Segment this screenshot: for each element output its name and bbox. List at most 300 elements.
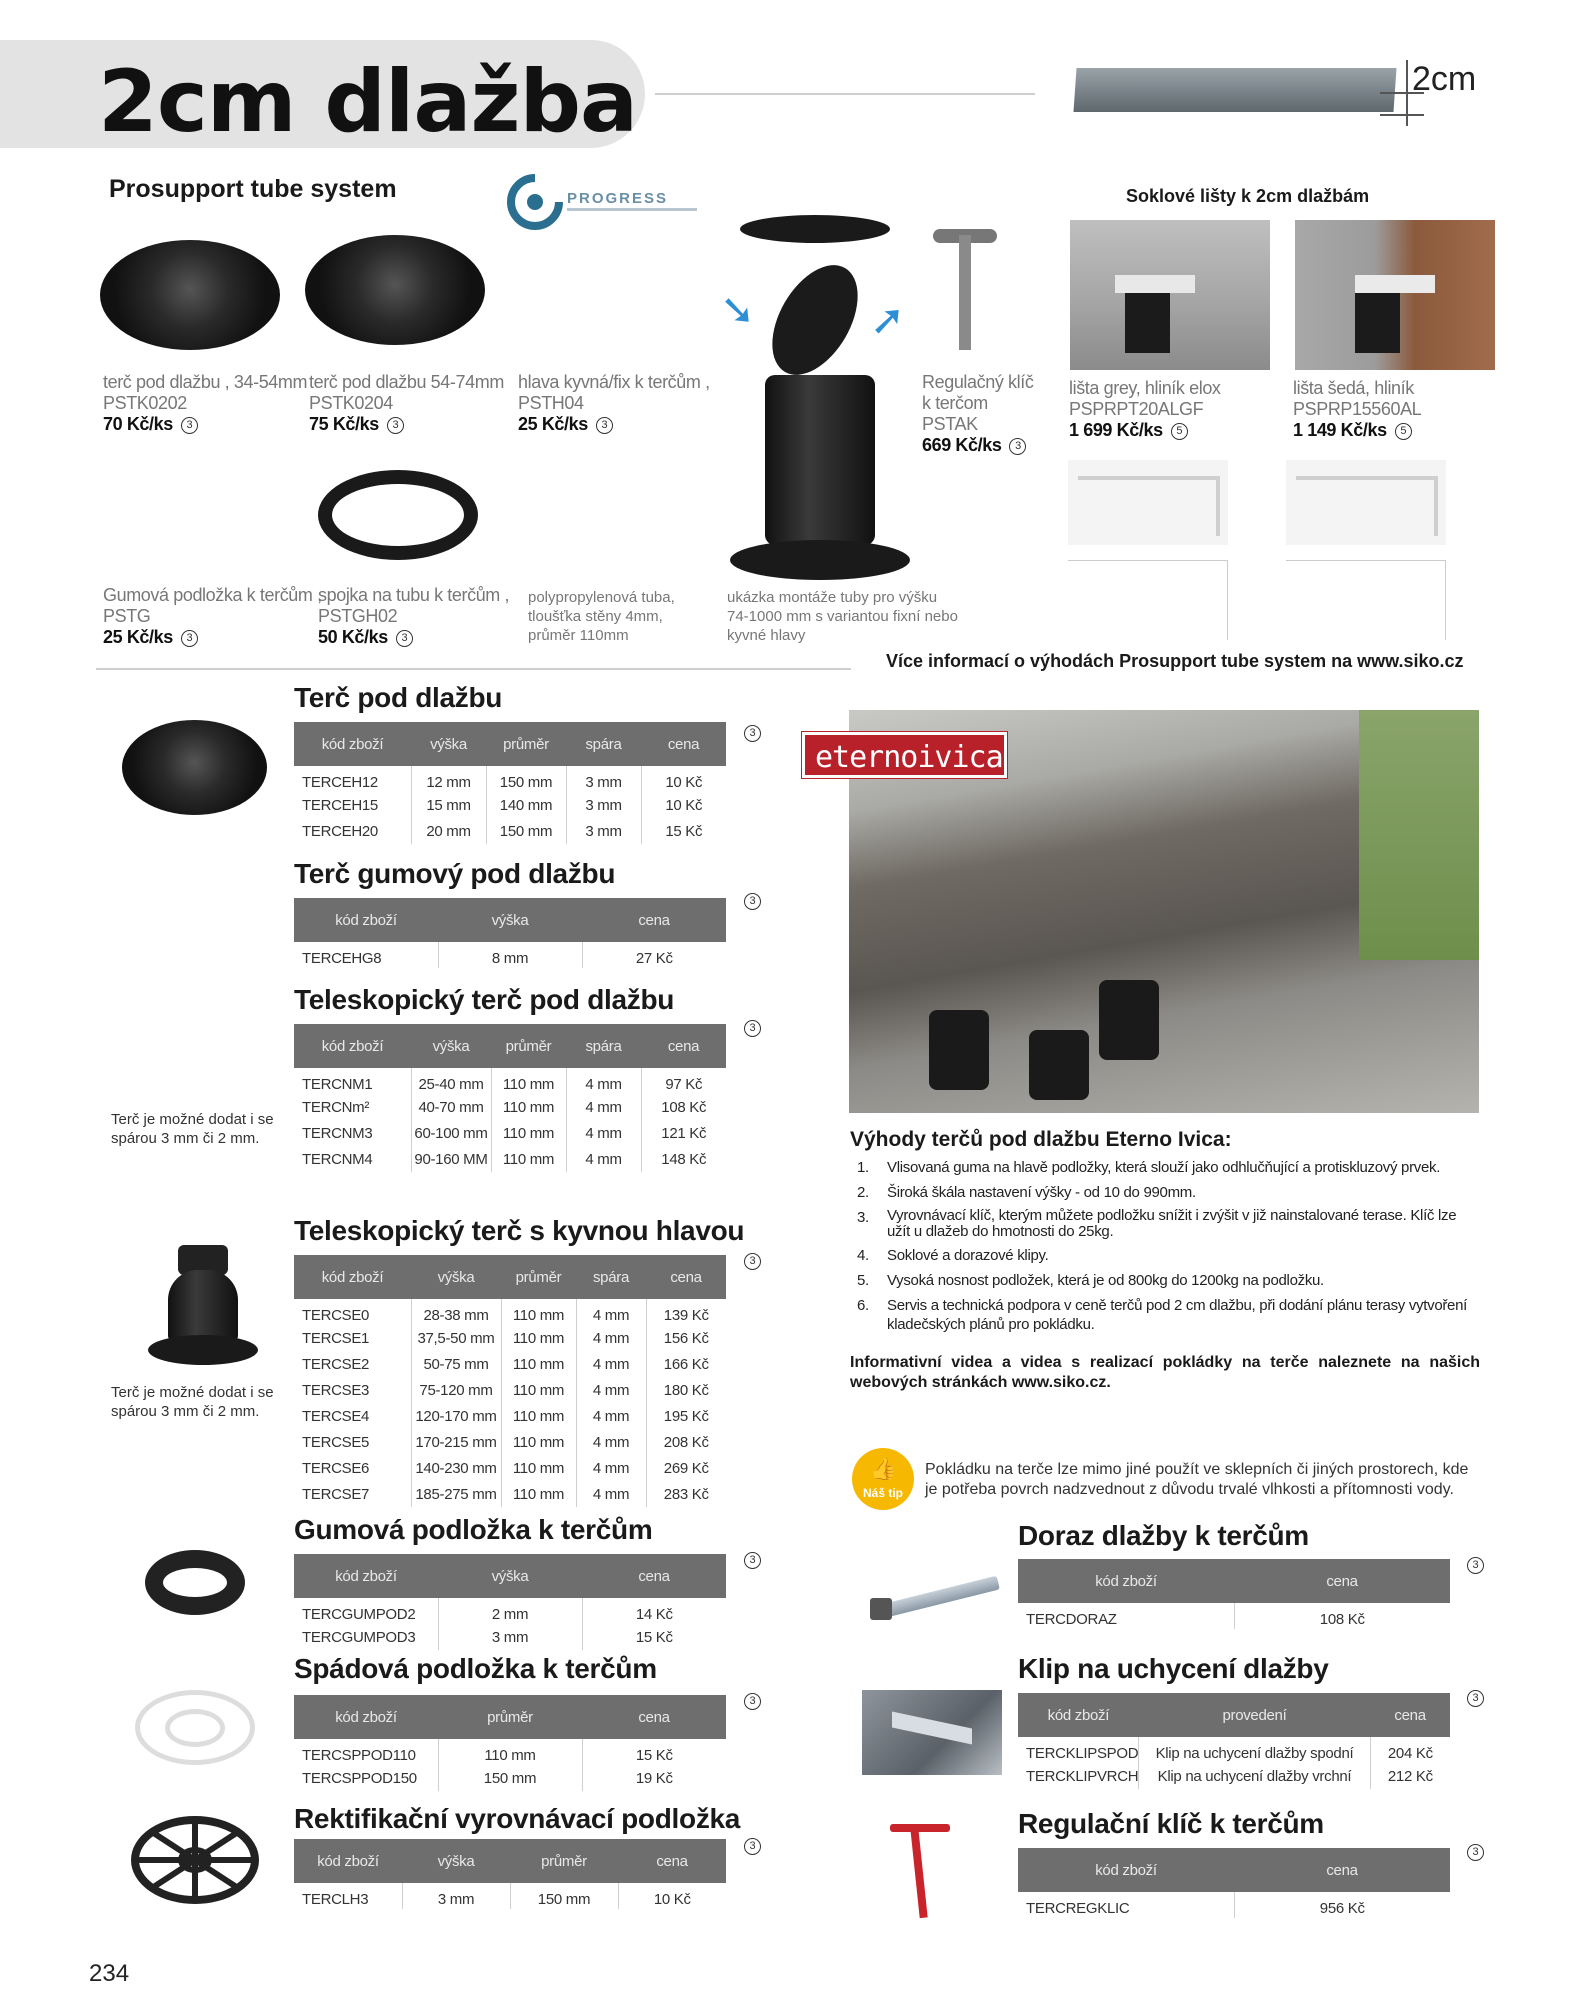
table-row [294,1624,726,1650]
col-header: cena [641,1024,726,1068]
cell: 140-230 mm [411,1455,501,1481]
cell: TERCREGKLIC [1018,1892,1234,1918]
cell: 108 Kč [661,1098,707,1116]
product-price: 25 Kč/ks [103,627,173,647]
product-image-tercregklic [885,1820,965,1920]
cell: 3 mm [566,792,641,818]
cell: 110 mm [491,1120,566,1146]
cell: TERCKLIPVRCH [1018,1763,1139,1789]
table-gum [294,898,726,968]
section-title-klip: Klip na uchycení dlažby [1018,1653,1329,1684]
cell: 14 Kč [635,1605,673,1623]
col-header: cena [582,898,726,942]
col-header: provedení [1139,1693,1370,1737]
col-header: průměr [510,1839,618,1883]
col-header: kód zboží [1018,1693,1139,1737]
cell: 156 Kč [663,1329,709,1347]
benefit-text: Vyrovnávací klíč, kterým můžete podložku snížit i zvýšit v již nainstalované terase. Klíč lze užít u dlažeb do hmotnosti do 25kg. [887,1207,1457,1240]
tip-label: Náš tip [862,1486,903,1500]
col-header: cena [582,1695,726,1739]
cell: 25-40 mm [411,1068,491,1094]
cell: 110 mm [501,1325,576,1351]
cell: 120-170 mm [411,1403,501,1429]
cell: 19 Kč [635,1769,673,1787]
product-image-pstk0204 [305,235,485,345]
col-header: cena [646,1255,726,1299]
table-klip [1018,1693,1450,1789]
product-psprpt20algf [1069,378,1221,441]
product-code: PSTH04 [518,393,584,413]
cell: 208 Kč [663,1433,709,1451]
prosupport-title: Prosupport tube system [109,175,397,203]
thumbs-up-icon: 👍 [870,1456,898,1481]
cell: 110 mm [501,1429,576,1455]
table-gpod [294,1554,726,1650]
cell: 4 mm [566,1146,641,1172]
col-header: cena [1234,1559,1450,1603]
cell: 150 mm [486,766,566,792]
note-line: spárou 3 mm či 2 mm. [111,1403,260,1420]
cell: 4 mm [576,1377,646,1403]
cell: 150 mm [510,1883,618,1909]
assembly-desc-line: kyvné hlavy [727,627,806,644]
col-header: průměr [501,1255,576,1299]
cell: 2 mm [438,1598,582,1624]
cell: TERCSE4 [294,1403,411,1429]
col-header: kód zboží [294,1255,411,1299]
cell: 10 Kč [665,796,703,814]
assembly-head [740,215,890,243]
photo-grass [1359,710,1479,960]
cell: 15 Kč [665,822,703,840]
cell: 3 mm [566,818,641,844]
cell: 166 Kč [663,1355,709,1373]
product-price: 1 149 Kč/ks [1293,420,1387,440]
note-line: Terč je možné dodat i se [111,1384,274,1401]
product-code: PSPRPT20ALGF [1069,399,1204,419]
col-header: průměr [438,1695,582,1739]
assembly-desc-line: ukázka montáže tuby pro výšku [727,589,938,606]
page-number: 234 [89,1960,130,1987]
table-row [294,1120,726,1146]
profile-drawing-2 [1286,460,1446,545]
product-code: PSTG [103,606,151,626]
col-header: spára [566,722,641,766]
photo-pedestal [1029,1030,1089,1100]
cell: TERCSPPOD150 [294,1765,438,1791]
assembly-tube [765,375,875,545]
benefit-item: 6. Servis a technická podpora v ceně terčů pod 2 cm dlažbu, při dodání plánu terasy vytvoření kladečských plánů pro pokládku. [857,1296,1482,1334]
cell: 3 mm [566,766,641,792]
rektifikacni-wheel-icon [130,1815,260,1905]
cell: 75-120 mm [411,1377,501,1403]
table-row [294,1883,726,1909]
cell: 4 mm [576,1325,646,1351]
availability-badge: 3 [744,1693,761,1710]
progress-logo-icon [505,172,575,232]
col-header: kód zboží [294,1839,402,1883]
col-header: kód zboží [294,1554,438,1598]
tele-note [111,1110,274,1148]
section-title-regkey: Regulační klíč k terčům [1018,1808,1324,1839]
col-header: spára [566,1024,641,1068]
product-pstak [922,372,1033,456]
sokl-profile [1355,275,1435,293]
cell: 110 mm [491,1146,566,1172]
sokl-image-grey [1070,220,1270,370]
cell: 956 Kč [1319,1899,1365,1917]
inner-ring [165,1709,225,1747]
col-header: cena [1370,1693,1450,1737]
col-header: cena [1234,1848,1450,1892]
benefits-list [857,1158,1482,1340]
benefit-text: Široká škála nastavení výšky - od 10 do 990mm. [887,1184,1196,1201]
cell: 4 mm [576,1455,646,1481]
cell: TERCNm² [294,1094,411,1120]
section-title-gum: Terč gumový pod dlažbu [294,858,616,889]
table-rekt [294,1839,726,1909]
cell: 140 mm [486,792,566,818]
section-title-terc: Terč pod dlažbu [294,682,503,713]
product-price: 50 Kč/ks [318,627,388,647]
cell: TERCEH15 [294,792,411,818]
table-regkey [1018,1848,1450,1918]
col-header: výška [411,722,486,766]
assembly-base [730,540,910,580]
table-row [294,1299,726,1325]
cell: 4 mm [576,1299,646,1325]
availability-badge: 3 [596,417,613,434]
cell: 4 mm [576,1351,646,1377]
table-kyv [294,1255,726,1507]
product-price: 75 Kč/ks [309,414,379,434]
cell: 4 mm [566,1068,641,1094]
sokl-pedestal [1355,293,1400,353]
benefit-item: 2. Široká škála nastavení výšky - od 10 do 990mm. [857,1184,1196,1201]
col-header: kód zboží [294,1024,411,1068]
doraz-head [870,1598,892,1620]
cell: 150 mm [486,818,566,844]
table-row [294,1068,726,1094]
table-spad [294,1695,726,1791]
cell: TERCSE3 [294,1377,411,1403]
table-row [294,1739,726,1765]
product-name-line2: k terčom [922,393,988,413]
tube-desc-line: průměr 110mm [528,627,629,644]
section-title-kyv: Teleskopický terč s kyvnou hlavou [294,1215,745,1246]
cell: 110 mm [501,1351,576,1377]
eterno-logo [802,732,1007,778]
product-psth04 [518,372,710,435]
availability-badge: 3 [1467,1690,1484,1707]
cell: 4 mm [576,1403,646,1429]
product-code: PSTAK [922,414,978,434]
cell: TERCNM4 [294,1146,411,1172]
table-row [294,1765,726,1791]
cell: 110 mm [491,1068,566,1094]
availability-badge: 3 [744,725,761,742]
cell: TERCSE5 [294,1429,411,1455]
product-pstk0202 [103,372,307,435]
availability-badge: 3 [744,1253,761,1270]
table-row [294,1377,726,1403]
cell: 204 Kč [1387,1744,1433,1762]
cell: 10 Kč [665,773,703,791]
benefit-item: 4. Soklové a dorazové klipy. [857,1247,1049,1264]
cell: 50-75 mm [411,1351,501,1377]
klip-metal [892,1711,972,1744]
product-image-tercgumpod [145,1550,245,1615]
cell: 148 Kč [661,1150,707,1168]
availability-badge: 3 [181,630,198,647]
section-title-doraz: Doraz dlažby k terčům [1018,1520,1309,1551]
assembly-description [727,588,958,645]
col-header: kód zboží [1018,1559,1234,1603]
cell: TERCEHG8 [294,942,438,968]
dimension-tick-bottom [1380,114,1424,116]
availability-badge: 3 [744,893,761,910]
col-header: kód zboží [294,1695,438,1739]
product-price: 669 Kč/ks [922,435,1002,455]
availability-badge: 5 [1171,423,1188,440]
product-image-tercklip [862,1690,1002,1775]
cell: 28-38 mm [411,1299,501,1325]
cell: TERCNM1 [294,1068,411,1094]
product-name: lišta šedá, hliník [1293,378,1414,398]
table-row [294,1598,726,1624]
product-pstk0204 [309,372,504,435]
profile-line [1296,476,1436,480]
cell: 269 Kč [663,1459,709,1477]
benefit-text: Servis a technická podpora v ceně terčů pod 2 cm dlažbu, při dodání plánu terasy vytvoření kladečských plánů pro pokládku. [887,1297,1468,1333]
thickness-label: 2cm [1412,60,1477,98]
doraz-bar [880,1576,1000,1619]
cell: 185-275 mm [411,1481,501,1507]
product-name: terč pod dlažbu , 34-54mm [103,372,308,392]
cell: 212 Kč [1387,1767,1433,1785]
availability-badge: 3 [744,1838,761,1855]
cell: 110 mm [501,1481,576,1507]
col-header: cena [582,1554,726,1598]
cell: TERCNM3 [294,1120,411,1146]
cell: 110 mm [501,1299,576,1325]
cell: 110 mm [491,1094,566,1120]
table-terc [294,722,726,844]
availability-badge: 3 [744,1020,761,1037]
cell: 4 mm [576,1481,646,1507]
cell: TERCSE1 [294,1325,411,1351]
cell: TERCLH3 [294,1883,402,1909]
photo-pedestal [929,1010,989,1090]
cell: 8 mm [438,942,582,968]
photo-pedestal [1099,980,1159,1060]
table-row [1018,1737,1450,1763]
cell: 90-160 MM [411,1146,491,1172]
product-pstgh02 [318,585,509,648]
sokl-pedestal [1125,293,1170,353]
benefit-text: Vysoká nosnost podložek, která je od 800kg do 1200kg na podložku. [887,1272,1324,1289]
cell: 110 mm [438,1739,582,1765]
cell: 15 Kč [635,1628,673,1646]
cell: TERCSE7 [294,1481,411,1507]
cell: 110 mm [501,1455,576,1481]
cell: 180 Kč [663,1381,709,1399]
cell: 4 mm [576,1429,646,1455]
section-title-gpod: Gumová podložka k terčům [294,1514,653,1545]
section-title-rekt: Rektifikační vyrovnávací podložka [294,1803,741,1834]
product-price: 1 699 Kč/ks [1069,420,1163,440]
cell: TERCEH20 [294,818,411,844]
product-image-tercse [148,1245,258,1375]
note-line: Terč je možné dodat i se [111,1111,274,1128]
product-image-tercdoraz [870,1580,1000,1620]
regulation-key-image [925,225,1005,355]
product-image-pstgh02 [318,470,478,560]
product-code: PSTGH02 [318,606,398,626]
table-row [294,766,726,792]
page-title: 2cm dlažba [98,52,638,152]
cell: 4 mm [566,1094,641,1120]
cell: 60-100 mm [411,1120,491,1146]
col-header: průměr [491,1024,566,1068]
profile-line [1078,476,1218,480]
availability-badge: 3 [1467,1844,1484,1861]
table-row [294,818,726,844]
table-row [294,942,726,968]
cell: 108 Kč [1319,1610,1365,1628]
col-header: cena [641,722,726,766]
cell: TERCSE0 [294,1299,411,1325]
product-image-pstk0202 [100,240,280,350]
more-info-text: Více informací o výhodách Prosupport tube system na www.siko.cz [886,651,1464,671]
cell: 10 Kč [653,1890,691,1908]
col-header: výška [438,1554,582,1598]
assembly-desc-line: 74-1000 mm s variantou fixní nebo [727,608,958,625]
cell: TERCSPPOD110 [294,1739,438,1765]
cell: Klip na uchycení dlažby vrchní [1139,1763,1370,1789]
section-divider [96,668,851,670]
table-row [294,792,726,818]
table-row [294,1429,726,1455]
table-row [1018,1603,1450,1629]
availability-badge: 3 [396,630,413,647]
col-header: výška [411,1024,491,1068]
tube-desc-line: polypropylenová tuba, [528,589,675,606]
key-handle [890,1824,950,1832]
benefit-item: 5. Vysoká nosnost podložek, která je od 800kg do 1200kg na podložku. [857,1272,1324,1289]
key-shaft [910,1828,927,1918]
product-name: hlava kyvná/fix k terčům , [518,372,710,392]
assembly-ring [755,251,876,390]
cell: 195 Kč [663,1407,709,1425]
cell: 4 mm [566,1120,641,1146]
cell: TERCDORAZ [1018,1603,1234,1629]
tube-description [528,588,675,645]
table-doraz [1018,1559,1450,1629]
table-row [294,1481,726,1507]
benefits-title: Výhody terčů pod dlažbu Eterno Ivica: [850,1128,1232,1151]
tip-badge [852,1448,914,1510]
progress-logo-text: PROGRESS [567,190,669,207]
availability-badge: 3 [1009,438,1026,455]
col-header: výška [438,898,582,942]
cell: TERCGUMPOD3 [294,1624,438,1650]
key-shaft [959,235,971,350]
cell: 97 Kč [665,1075,703,1093]
cell: 170-215 mm [411,1429,501,1455]
section-title-tele: Teleskopický terč pod dlažbu [294,984,675,1015]
table-row [294,1351,726,1377]
product-pstg [103,585,322,648]
cell: TERCEH12 [294,766,411,792]
sokl-image-brown [1295,220,1495,370]
cell: 110 mm [501,1377,576,1403]
progress-logo-underline [567,208,697,211]
product-price: 70 Kč/ks [103,414,173,434]
col-header: kód zboží [294,722,411,766]
benefit-item: 3. Vyrovnávací klíč, kterým můžete podložku snížit i zvýšit v již nainstalované terase. Klíč lze užít u dlažeb do hmotnosti do 25kg. [857,1208,1482,1240]
product-code: PSTK0202 [103,393,187,413]
base [148,1335,258,1365]
table-tele [294,1024,726,1172]
cell: 3 mm [438,1624,582,1650]
table-row [294,1403,726,1429]
product-name: lišta grey, hliník elox [1069,378,1221,398]
kyv-note [111,1383,274,1421]
note-line: spárou 3 mm či 2 mm. [111,1130,260,1147]
product-code: PSPRP15560AL [1293,399,1422,419]
table-row [1018,1892,1450,1918]
col-header: výška [402,1839,510,1883]
product-name: Regulačný klíč [922,372,1034,392]
col-header: cena [618,1839,726,1883]
profile-line [1434,476,1438,536]
availability-badge: 5 [1395,423,1412,440]
profile-drawing-1 [1068,460,1228,545]
col-header: kód zboží [294,898,438,942]
product-image-terclh3 [130,1815,260,1905]
product-image-terceh [122,720,267,815]
sokl-title: Soklové lišty k 2cm dlažbám [1126,186,1370,206]
body [168,1270,238,1340]
table-row [294,1094,726,1120]
benefit-text: Soklové a dorazové klipy. [887,1247,1049,1264]
tile-slab-illustration [1073,68,1396,112]
col-header: průměr [486,722,566,766]
availability-badge: 3 [1467,1557,1484,1574]
progress-logo [505,172,705,232]
cell: Klip na uchycení dlažby spodní [1139,1737,1370,1763]
video-info: Informativní videa a videa s realizací pokládky na terče naleznete na našich webových stránkách www.siko.cz. [850,1354,1480,1391]
col-header: kód zboží [1018,1848,1234,1892]
cell: 150 mm [438,1765,582,1791]
cell: 139 Kč [663,1306,709,1324]
cell: 20 mm [411,818,486,844]
product-name: spojka na tubu k terčům , [318,585,510,605]
cell: 15 Kč [635,1746,673,1764]
product-code: PSTK0204 [309,393,393,413]
product-image-tercsppod [135,1690,255,1765]
col-header: výška [411,1255,501,1299]
cell: 40-70 mm [411,1094,491,1120]
benefit-text: Vlisovaná guma na hlavě podložky, která slouží jako odhlučňující a protiskluzový prvek. [887,1159,1441,1176]
product-price: 25 Kč/ks [518,414,588,434]
profile-drawing-3 [1068,560,1228,640]
availability-badge: 3 [387,417,404,434]
eterno-logo-text: eternoivica [815,740,1003,775]
cell: TERCKLIPSPOD [1018,1737,1139,1763]
cell: 15 mm [411,792,486,818]
